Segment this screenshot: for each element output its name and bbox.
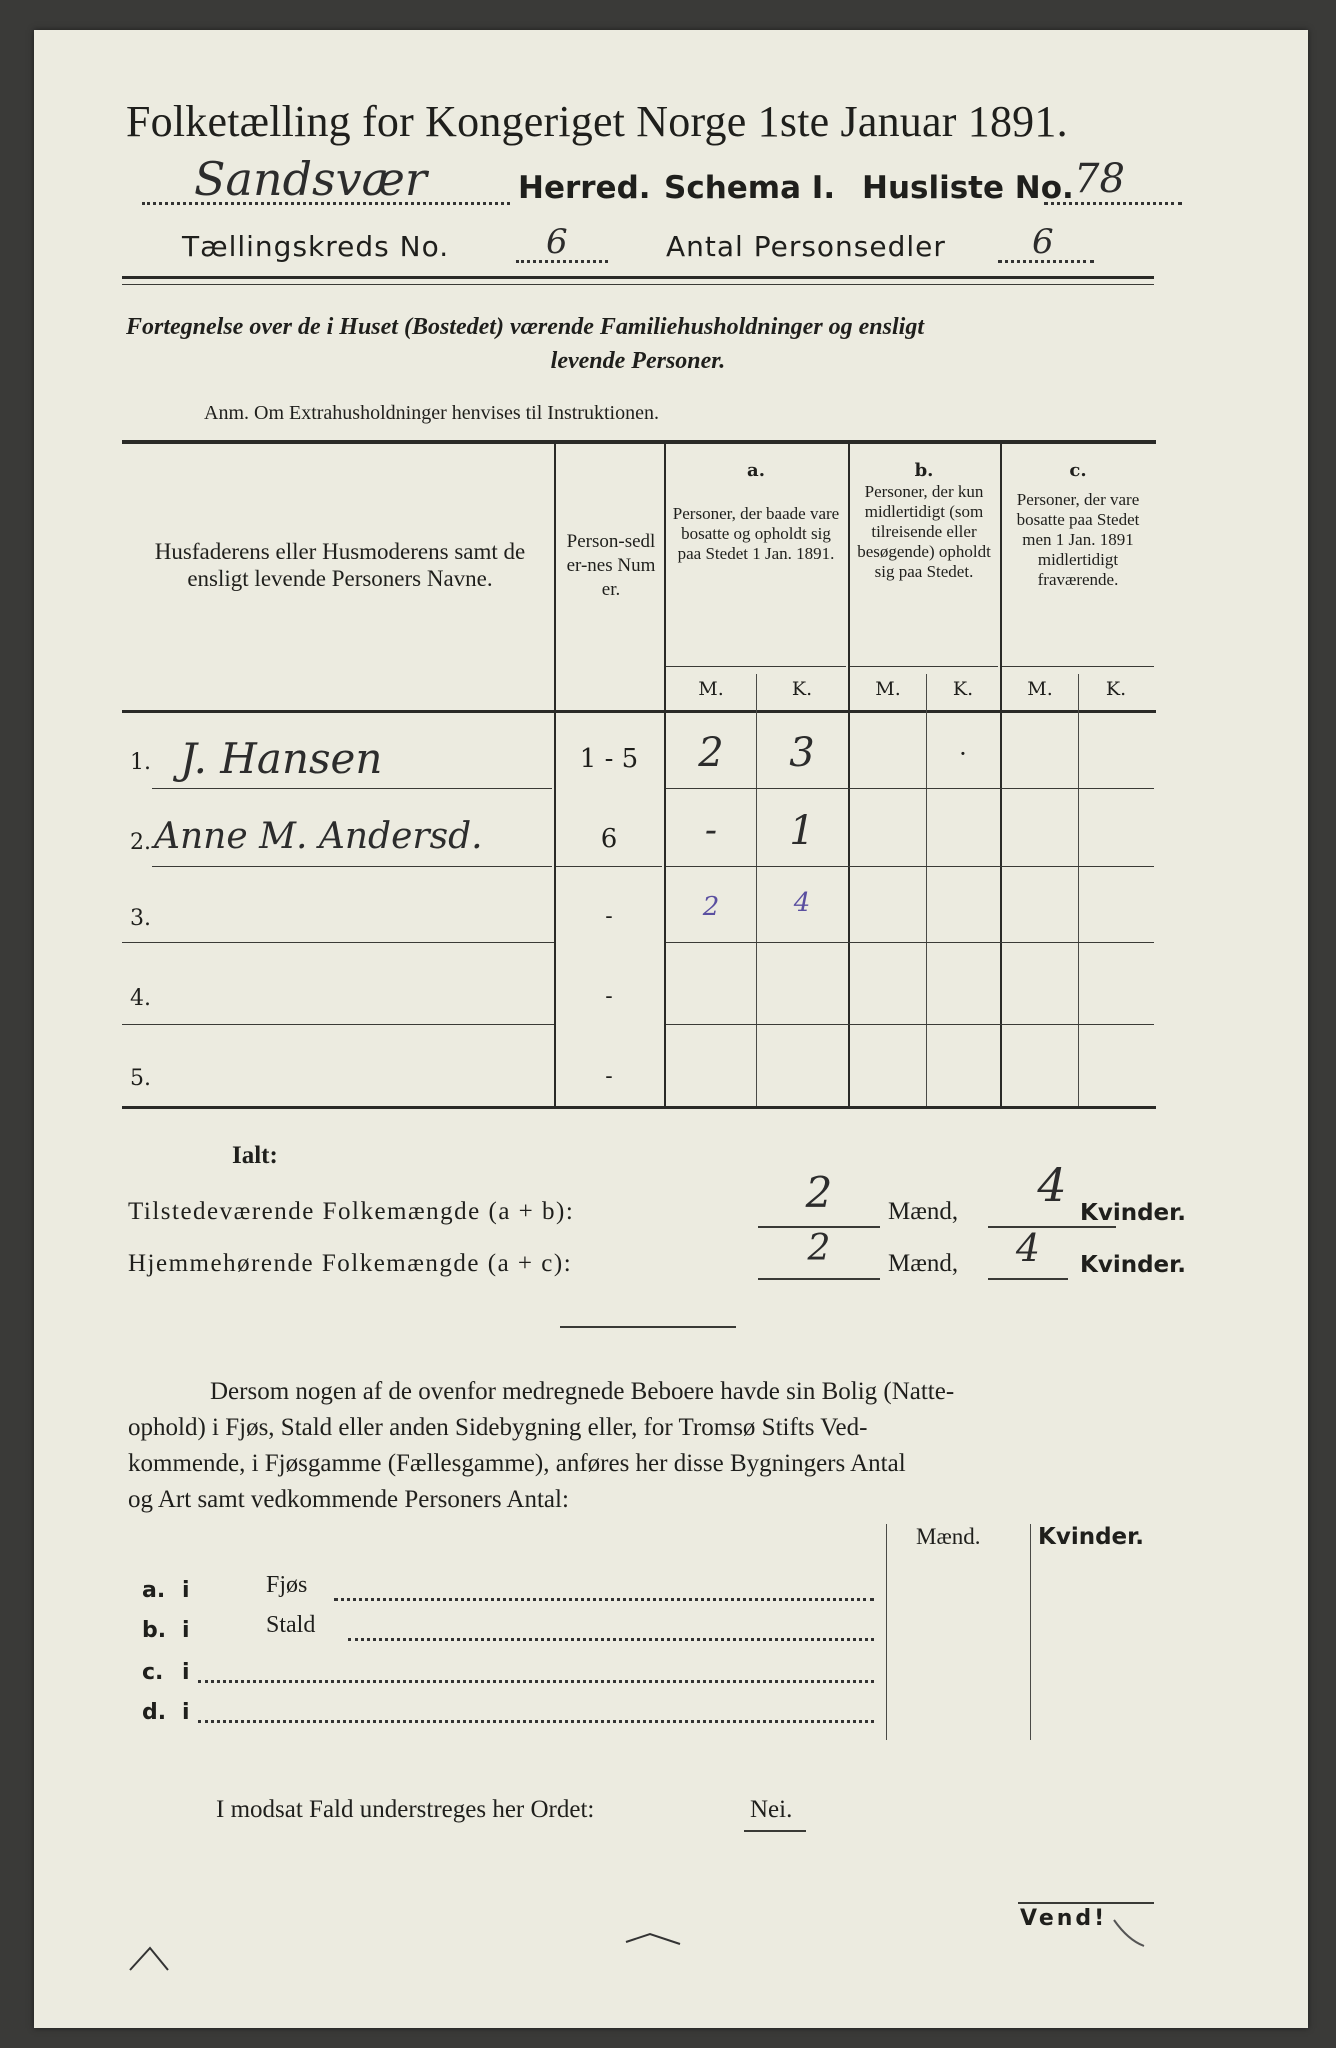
kreds-value: 6 (546, 222, 568, 262)
corner-mark-center (620, 1920, 690, 1960)
herred-label: Herred. (518, 170, 651, 206)
row-a-k: 1 (789, 808, 815, 854)
intro-line-2: levende Personer. (550, 348, 726, 374)
form-title: Folketælling for Kongeriget Norge 1ste Januar 1891. (126, 97, 1068, 146)
row-b-k: · (959, 740, 967, 768)
col-b-k-label: K. (952, 678, 974, 700)
ialt-label: Ialt: (232, 1142, 278, 1169)
corner-mark-right (1104, 1910, 1164, 1970)
col-name-header: Husfaderens eller Husmoderens samt de ensligt levende Personers Navne. (154, 539, 526, 591)
bolig-item-i: i (182, 1660, 190, 1685)
row-a-k: 3 (789, 730, 815, 776)
corner-mark-left (120, 1930, 180, 1980)
antal-value: 6 (1032, 222, 1054, 262)
row-personsedler: - (605, 904, 613, 929)
hjemme-maend-label: Mænd, (888, 1250, 959, 1277)
bolig-item-label: Fjøs (266, 1572, 308, 1598)
bolig-item-i: i (182, 1700, 190, 1725)
row-personsedler: 1 - 5 (579, 744, 639, 774)
col-c-header: Personer, der vare bosatte paa Stedet men 1 Jan. 1891 midlertidigt fraværende. (1016, 490, 1140, 589)
modsat-text: I modsat Fald understreges her Ordet: (216, 1796, 595, 1823)
col-c-k-label: K. (1105, 678, 1127, 700)
bolig-item-letter: c. (142, 1660, 164, 1685)
col-b-letter: b. (914, 460, 934, 481)
bolig-line-3: kommende, i Fjøsgamme (Fællesgamme), anføres her disse Bygningers Antal (128, 1450, 906, 1477)
col-a-m-label: M. (698, 678, 724, 700)
bolig-line-2: ophold) i Fjøs, Stald eller anden Sidebygning eller, for Tromsø Stifts Ved- (128, 1414, 868, 1441)
herred-value: Sandsvær (194, 152, 427, 206)
section-divider (560, 1326, 736, 1328)
hjemme-kvinder-value: 4 (1015, 1226, 1041, 1270)
bolig-item-i: i (182, 1618, 190, 1643)
tilstede-maend-label: Mænd, (888, 1198, 959, 1225)
bolig-item-letter: d. (142, 1700, 167, 1725)
row-name: J. Hansen (180, 734, 383, 783)
hjemme-label: Hjemmehørende Folkemængde (a + c): (128, 1250, 573, 1277)
bolig-item-i: i (182, 1578, 190, 1603)
kreds-label: Tællingskreds No. (182, 230, 450, 263)
col-a-k-label: K. (791, 678, 813, 700)
col-a-letter: a. (747, 460, 765, 481)
row-personsedler: - (605, 984, 613, 1009)
census-form-sheet (34, 30, 1308, 2028)
nei-word: Nei. (750, 1796, 793, 1823)
bolig-line-1: Dersom nogen af de ovenfor medregnede Beboere havde sin Bolig (Natte- (210, 1378, 955, 1405)
bolig-maend-header: Mænd. (916, 1524, 981, 1549)
tilstede-kvinder-label: Kvinder. (1080, 1200, 1186, 1226)
row-number: 2. (130, 830, 151, 855)
row-a-m: 2 (698, 730, 724, 776)
row-number: 3. (130, 906, 151, 931)
row-a-k: 4 (793, 888, 811, 918)
bolig-item-label: Stald (266, 1612, 316, 1638)
bolig-item-letter: b. (142, 1618, 167, 1643)
col-b-header: Personer, der kun midlertidigt (som tilreisende eller besøgende) opholdt sig paa Stedet. (857, 482, 991, 581)
hjemme-maend-value: 2 (807, 1228, 831, 1269)
bolig-line-4: og Art samt vedkommende Personers Antal: (128, 1486, 569, 1513)
col-b-m-label: M. (875, 678, 901, 700)
table-bottom-rule (122, 1106, 1156, 1109)
husliste-value: 78 (1074, 156, 1125, 202)
anm-note: Anm. Om Extrahusholdninger henvises til Instruktionen. (204, 402, 659, 424)
husliste-label: Husliste No. (862, 170, 1074, 206)
row-name: Anne M. Andersd. (154, 816, 483, 857)
hjemme-kvinder-label: Kvinder. (1080, 1252, 1186, 1278)
col-c-m-label: M. (1027, 678, 1053, 700)
schema-label: Schema I. (664, 170, 836, 206)
col-c-letter: c. (1069, 460, 1087, 481)
tilstede-kvinder-value: 4 (1037, 1158, 1067, 1212)
row-a-m: 2 (702, 892, 720, 922)
row-number: 4. (130, 986, 151, 1011)
row-number: 5. (130, 1066, 151, 1091)
row-a-m: - (704, 810, 718, 851)
bolig-kvinder-header: Kvinder. (1038, 1524, 1144, 1550)
row-personsedler: 6 (600, 824, 618, 854)
intro-line-1: Fortegnelse over de i Huset (Bostedet) værende Familiehusholdninger og ensligt (126, 314, 924, 340)
row-personsedler: - (605, 1064, 613, 1089)
row-number: 1. (130, 750, 151, 775)
antal-label: Antal Personsedler (666, 230, 946, 263)
bolig-item-letter: a. (142, 1578, 166, 1603)
col-a-header: Personer, der baade vare bosatte og opholdt sig paa Stedet 1 Jan. 1891. (672, 504, 840, 563)
tilstede-maend-value: 2 (805, 1168, 833, 1217)
tilstede-label: Tilstedeværende Folkemængde (a + b): (128, 1198, 575, 1225)
col-num-header: Person-sedler-nes Numer. (566, 531, 656, 600)
vend-label: Vend! (1020, 1906, 1108, 1931)
